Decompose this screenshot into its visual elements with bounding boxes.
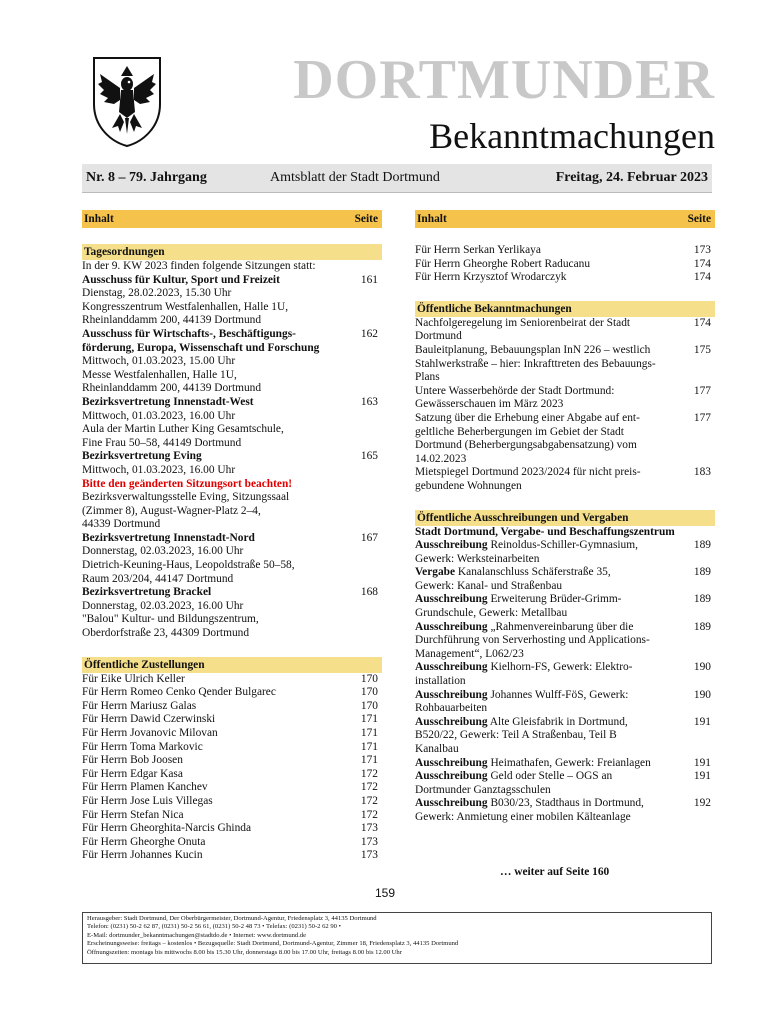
- toc-header-label: Inhalt: [417, 213, 447, 225]
- issue-number: Nr. 8 – 79. Jahrgang: [86, 170, 207, 185]
- toc-entry-text: Grundschule, Gewerk: Metallbau: [415, 607, 568, 620]
- toc-entry-text: Nachfolgeregelung im Seniorenbeirat der Stadt: [415, 316, 631, 329]
- toc-entry: [415, 675, 715, 689]
- toc-entry: [82, 613, 382, 627]
- bekanntmachungen-list: [415, 317, 715, 494]
- toc-entry: [82, 741, 382, 755]
- toc-entry: [415, 344, 715, 358]
- toc-entry-text: Gewerk: Kanal- und Straßenbau: [415, 579, 563, 592]
- toc-entry-text: [415, 621, 633, 633]
- toc-entry-page: 172: [360, 808, 378, 821]
- toc-entry-page: 165: [360, 450, 378, 463]
- toc-entry-text: Für Herrn Mariusz Galas: [82, 699, 197, 712]
- toc-entry: [415, 648, 715, 662]
- toc-entry: [82, 396, 382, 410]
- toc-entry-page: 174: [693, 257, 711, 270]
- ausschreibungen-list: [415, 539, 715, 824]
- imprint-line: Telefon: (0231) 50-2 62 87, (0231) 50-2 56 61, (0231) 50-2 48 73 • Telefax: (0231) 50-2 62 90 •: [87, 923, 341, 931]
- toc-entry-text: Fine Frau 50–58, 44149 Dortmund: [82, 436, 242, 449]
- toc-entry: [415, 634, 715, 648]
- toc-entry-page: 163: [360, 395, 378, 408]
- toc-entry: [415, 453, 715, 467]
- toc-entry: [82, 423, 382, 437]
- toc-entry: [415, 729, 715, 743]
- toc-entry-keyword: Ausschreibung: [415, 797, 488, 810]
- toc-entry: [415, 317, 715, 331]
- toc-entry-text: geltliche Beherbergungen im Gebiet der Stadt: [415, 425, 624, 438]
- toc-entry-keyword: Ausschreibung: [415, 593, 488, 606]
- toc-entry-text: Durchführung von Serverhosting und Applications-: [415, 634, 650, 647]
- toc-entry-page: 189: [693, 620, 711, 633]
- toc-entry-page: 172: [360, 781, 378, 794]
- section-heading: Öffentliche Ausschreibungen und Vergaben: [415, 510, 715, 526]
- toc-entry-text: 14.02.2023: [415, 452, 467, 465]
- toc-entry-text: Dortmunder Ganztagsschulen: [415, 783, 551, 796]
- toc-entry-text: Für Herrn Stefan Nica: [82, 808, 184, 821]
- toc-entry-title: Erweiterung Brüder-Grimm-: [487, 593, 622, 606]
- toc-entry: [415, 553, 715, 567]
- toc-entry-text: Für Herrn Gheorghe Robert Raducanu: [415, 257, 591, 270]
- toc-entry: [82, 505, 382, 519]
- toc-entry-text: installation: [415, 675, 466, 688]
- toc-entry-text: (Zimmer 8), August-Wagner-Platz 2–4,: [82, 504, 261, 517]
- dortmund-coat-of-arms-logo: [90, 52, 164, 148]
- toc-entry-text: Gewässerschauen im März 2023: [415, 398, 564, 411]
- issue-publication: Amtsblatt der Stadt Dortmund: [270, 170, 440, 185]
- toc-entry-page: 177: [693, 411, 711, 424]
- toc-entry-text: [415, 539, 638, 551]
- toc-entry: [82, 478, 382, 492]
- toc-entry: [82, 545, 382, 559]
- toc-entry-text: Für Herrn Gheorghita-Narcis Ghinda: [82, 822, 252, 835]
- toc-entry: [82, 464, 382, 478]
- toc-entry-page: 170: [360, 672, 378, 685]
- toc-entry-text: Rohbauarbeiten: [415, 702, 488, 715]
- toc-entry: [82, 768, 382, 782]
- toc-entry-text: förderung, Europa, Wissenschaft und Forschung: [82, 341, 320, 354]
- toc-entry-text: gebundene Wohnungen: [415, 479, 522, 492]
- toc-entry-page: 177: [693, 384, 711, 397]
- toc-entry-text: Donnerstag, 02.03.2023, 16.00 Uhr: [82, 599, 244, 612]
- toc-entry-text: Dortmund: [415, 330, 462, 343]
- toc-entry-text: Bitte den geänderten Sitzungsort beachten!: [82, 477, 293, 490]
- imprint-line: Öffnungszeiten: montags bis mittwochs 8.00 bis 15.30 Uhr, donnerstags 8.00 bis 17.00 Uhr, freitags 8.00 bis 12.00 Uhr: [87, 948, 402, 956]
- toc-entry-text: Dortmund (Beherbergungsabgabensatzung) vom: [415, 439, 637, 452]
- toc-entry: [415, 770, 715, 784]
- toc-entry-keyword: Vergabe: [415, 566, 456, 579]
- toc-entry: [415, 439, 715, 453]
- toc-entry: [415, 607, 715, 621]
- toc-entry: [82, 573, 382, 587]
- toc-entry-title: Geld oder Stelle – OGS an: [487, 770, 613, 783]
- toc-entry-text: Mittwoch, 01.03.2023, 16.00 Uhr: [82, 463, 236, 476]
- toc-entry: [415, 566, 715, 580]
- toc-entry-title: Heimathafen, Gewerk: Freianlagen: [487, 756, 651, 769]
- toc-left-column: [82, 210, 382, 863]
- toc-entry: [82, 809, 382, 823]
- toc-entry-title: Reinoldus-Schiller-Gymnasium,: [487, 539, 638, 552]
- toc-entry: [415, 371, 715, 385]
- imprint-box: [82, 912, 712, 964]
- toc-entry-text: Kanalbau: [415, 743, 459, 755]
- toc-entry-text: [415, 566, 611, 578]
- toc-entry: [415, 539, 715, 553]
- imprint-line: Herausgeber: Stadt Dortmund, Der Oberbürgermeister, Dortmund-Agentur, Friedensplatz 3, 44135 Dortmund: [87, 915, 377, 922]
- toc-entry-text: Management“, L062/23: [415, 647, 524, 660]
- toc-entry-page: 173: [360, 822, 378, 835]
- toc-entry-text: Mittwoch, 01.03.2023, 15.00 Uhr: [82, 355, 236, 368]
- continued-note: … weiter auf Seite 160: [500, 866, 610, 878]
- toc-entry: [82, 559, 382, 573]
- toc-entry: [415, 757, 715, 771]
- toc-entry: [415, 593, 715, 607]
- toc-entry: [82, 849, 382, 863]
- toc-entry: [82, 491, 382, 505]
- toc-entry-keyword: Ausschreibung: [415, 661, 488, 674]
- toc-entry: [82, 328, 382, 342]
- toc-entry: [82, 437, 382, 451]
- toc-entry-page: 168: [360, 586, 378, 599]
- toc-entry-page: 172: [360, 794, 378, 807]
- toc-entry-page: 171: [360, 740, 378, 753]
- toc-entry-text: Raum 203/204, 44147 Dortmund: [82, 572, 234, 585]
- toc-entry-page: 190: [693, 688, 711, 701]
- toc-entry: [415, 480, 715, 494]
- toc-entry-page: 189: [693, 566, 711, 579]
- toc-entry-text: [415, 757, 651, 769]
- toc-entry-page: 173: [360, 835, 378, 848]
- toc-entry-keyword: Ausschreibung: [415, 539, 488, 552]
- toc-entry: [415, 811, 715, 825]
- toc-entry: [415, 426, 715, 440]
- toc-entry-text: Plans: [415, 371, 440, 384]
- toc-entry-page: 172: [360, 767, 378, 780]
- toc-entry-text: Satzung über die Erhebung einer Abgabe auf ent-: [415, 411, 640, 424]
- toc-entry-text: Aula der Martin Luther King Gesamtschule,: [82, 423, 284, 436]
- masthead-subtitle: Bekanntmachungen: [429, 116, 715, 156]
- toc-entry: [82, 727, 382, 741]
- toc-entry-text: Dietrich-Keuning-Haus, Leopoldstraße 50–58,: [82, 559, 295, 572]
- section-subheading: Stadt Dortmund, Vergabe- und Beschaffungszentrum: [415, 525, 675, 538]
- toc-entry-text: Für Herrn Romeo Cenko Qender Bulgarec: [82, 686, 276, 699]
- toc-entry: [82, 355, 382, 369]
- toc-entry-keyword: Ausschreibung: [415, 688, 488, 701]
- toc-entry-text: [415, 593, 621, 605]
- toc-entry: [415, 398, 715, 412]
- toc-entry-page: 170: [360, 699, 378, 712]
- toc-entry-text: Für Herrn Jovanovic Milovan: [82, 727, 218, 739]
- toc-entry-text: [415, 797, 644, 809]
- toc-entry-title: Alte Gleisfabrik in Dortmund,: [487, 715, 628, 728]
- toc-entry: [415, 689, 715, 703]
- toc-entry-text: Dienstag, 28.02.2023, 15.30 Uhr: [82, 287, 232, 300]
- toc-entry-keyword: Ausschreibung: [415, 770, 488, 783]
- toc-entry: [415, 412, 715, 426]
- toc-entry: [82, 700, 382, 714]
- toc-entry: [82, 450, 382, 464]
- toc-entry: [415, 330, 715, 344]
- toc-entry-text: Mittwoch, 01.03.2023, 16.00 Uhr: [82, 409, 236, 422]
- toc-entry: [415, 784, 715, 798]
- toc-header-label: Inhalt: [84, 213, 114, 225]
- toc-entry-page: 191: [693, 770, 711, 783]
- toc-entry-text: Für Herrn Bob Joosen: [82, 754, 183, 767]
- toc-entry-text: 44339 Dortmund: [82, 518, 161, 531]
- toc-entry-title: „Rahmenvereinbarung über die: [487, 620, 634, 633]
- toc-entry-text: Ausschuss für Wirtschafts-, Beschäftigungs-: [82, 327, 296, 340]
- toc-entry: [82, 586, 382, 600]
- section-heading: Öffentliche Zustellungen: [82, 657, 382, 673]
- toc-header-page: Seite: [354, 213, 378, 225]
- toc-entry-keyword: Ausschreibung: [415, 715, 488, 728]
- toc-entry-page: 183: [693, 466, 711, 479]
- toc-entry: [82, 713, 382, 727]
- toc-entry-page: 190: [693, 661, 711, 674]
- toc-entry-text: Für Herrn Dawid Czerwinski: [82, 713, 216, 726]
- toc-entry-page: 189: [693, 539, 711, 552]
- toc-entry-text: Mietspiegel Dortmund 2023/2024 für nicht preis-: [415, 466, 641, 479]
- toc-entry-text: [415, 689, 628, 701]
- toc-entry: [82, 301, 382, 315]
- masthead-title: DORTMUNDER: [293, 49, 715, 111]
- toc-entry-text: Bezirksverwaltungsstelle Eving, Sitzungssaal: [82, 491, 290, 504]
- toc-entry-page: 173: [360, 849, 378, 862]
- toc-entry-page: 174: [693, 271, 711, 284]
- toc-entry: [82, 795, 382, 809]
- toc-entry-page: 191: [693, 715, 711, 728]
- toc-entry-text: Für Eike Ulrich Keller: [82, 672, 185, 685]
- toc-entry-text: B520/22, Gewerk: Teil A Straßenbau, Teil B: [415, 729, 617, 742]
- toc-entry-page: 189: [693, 593, 711, 606]
- toc-entry-text: Rheinlanddamm 200, 44139 Dortmund: [82, 382, 262, 395]
- toc-entry-text: Bezirksvertretung Innenstadt-Nord: [82, 531, 255, 544]
- section-heading: Öffentliche Bekanntmachungen: [415, 301, 715, 317]
- toc-entry-text: Oberdorfstraße 23, 44309 Dortmund: [82, 627, 250, 640]
- toc-entry-title: B030/23, Stadthaus in Dortmund,: [487, 797, 644, 810]
- toc-entry-text: Für Herrn Krzysztof Wrodarczyk: [415, 271, 567, 284]
- toc-entry-text: [415, 661, 632, 673]
- toc-entry: [82, 382, 382, 396]
- toc-entry: [82, 274, 382, 288]
- toc-entry-text: Kongresszentrum Westfalenhallen, Halle 1U,: [82, 300, 289, 313]
- toc-entry: [415, 580, 715, 594]
- toc-entry: [415, 797, 715, 811]
- toc-entry: [82, 600, 382, 614]
- toc-entry-title: Johannes Wulff-FöS, Gewerk:: [487, 688, 629, 701]
- toc-entry-title: Kanalanschluss Schäferstraße 35,: [455, 566, 611, 579]
- issue-bar: [82, 164, 712, 193]
- toc-entry: [82, 369, 382, 383]
- toc-entry: [82, 781, 382, 795]
- page-number: 159: [374, 886, 396, 900]
- toc-entry: [415, 466, 715, 480]
- toc-entry: [415, 244, 715, 258]
- section-heading: Tagesordnungen: [82, 244, 382, 260]
- toc-entry: [415, 271, 715, 285]
- toc-entry-text: Bezirksvertretung Innenstadt-West: [82, 395, 254, 408]
- toc-entry: [415, 358, 715, 372]
- toc-entry-keyword: Ausschreibung: [415, 756, 488, 769]
- toc-entry: [415, 661, 715, 675]
- toc-entry: [82, 836, 382, 850]
- toc-entry-text: Untere Wasserbehörde der Stadt Dortmund:: [415, 384, 615, 397]
- toc-entry-page: 171: [360, 754, 378, 767]
- toc-entry: [82, 673, 382, 687]
- zustellungen-list: [82, 673, 382, 863]
- toc-entry: [82, 518, 382, 532]
- toc-entry-text: Bezirksvertretung Eving: [82, 450, 202, 463]
- toc-entry-text: Rheinlanddamm 200, 44139 Dortmund: [82, 314, 262, 327]
- toc-entry-text: Bauleitplanung, Bebauungsplan InN 226 – westlich: [415, 343, 651, 356]
- toc-entry: [82, 822, 382, 836]
- toc-header: [415, 210, 715, 228]
- toc-header-page: Seite: [687, 213, 711, 225]
- toc-right-column: [415, 210, 715, 825]
- toc-entry: [82, 627, 382, 641]
- toc-entry: [415, 743, 715, 757]
- toc-entry-page: 191: [693, 756, 711, 769]
- toc-entry: [82, 410, 382, 424]
- toc-entry-page: 174: [693, 316, 711, 329]
- toc-entry-keyword: Ausschreibung: [415, 620, 488, 633]
- toc-entry-page: 162: [360, 327, 378, 340]
- tagesordnungen-list: [82, 274, 382, 641]
- toc-entry-text: Messe Westfalenhallen, Halle 1U,: [82, 368, 237, 381]
- toc-entry-page: 161: [360, 273, 378, 286]
- toc-entry: [415, 621, 715, 635]
- toc-entry: [415, 385, 715, 399]
- issue-date: Freitag, 24. Februar 2023: [555, 170, 708, 185]
- toc-entry-text: Für Herrn Plamen Kanchev: [82, 781, 208, 794]
- toc-entry-text: Für Herrn Gheorghe Onuta: [82, 835, 206, 848]
- toc-header: [82, 210, 382, 228]
- zustellungen-cont-list: [415, 244, 715, 285]
- toc-entry: [82, 342, 382, 356]
- toc-entry: [415, 716, 715, 730]
- toc-entry-page: 173: [693, 244, 711, 256]
- toc-entry-text: Für Herrn Toma Markovic: [82, 740, 203, 753]
- toc-entry-text: "Balou" Kultur- und Bildungszentrum,: [82, 613, 259, 626]
- toc-entry-page: 192: [693, 797, 711, 810]
- toc-entry-text: Gewerk: Anmietung einer mobilen Kälteanlage: [415, 810, 631, 823]
- toc-entry-page: 171: [360, 727, 378, 739]
- toc-entry-page: 167: [360, 531, 378, 544]
- toc-entry: [82, 532, 382, 546]
- toc-entry-text: Ausschuss für Kultur, Sport und Freizeit: [82, 273, 280, 286]
- toc-entry-text: Für Herrn Edgar Kasa: [82, 767, 183, 780]
- toc-entry: [415, 258, 715, 272]
- toc-entry-page: 170: [360, 686, 378, 699]
- toc-entry-text: [415, 716, 628, 728]
- toc-entry-text: Für Herrn Serkan Yerlikaya: [415, 244, 541, 256]
- toc-entry-text: Gewerk: Werksteinarbeiten: [415, 552, 540, 565]
- toc-entry: [82, 686, 382, 700]
- toc-entry-page: 171: [360, 713, 378, 726]
- toc-entry-text: Für Herrn Jose Luis Villegas: [82, 794, 213, 807]
- toc-entry: [82, 287, 382, 301]
- toc-entry: [415, 702, 715, 716]
- toc-entry-page: 175: [693, 343, 711, 356]
- toc-entry-text: Stahlwerkstraße – hier: Inkrafttreten des Bebauungs-: [415, 357, 656, 370]
- toc-entry-text: Für Herrn Johannes Kucin: [82, 849, 203, 862]
- imprint-line: Erscheinungsweise: freitags – kostenlos • Bezugsquelle: Stadt Dortmund, Dortmund-Agentur, Zimmer 18, Friedensplatz 3, 44135 Dortmund: [87, 940, 459, 948]
- imprint-line: E-Mail: dortmunder_bekanntmachungen@stadtdo.de • Internet: www.dortmund.de: [87, 931, 307, 939]
- toc-entry-text: Donnerstag, 02.03.2023, 16.00 Uhr: [82, 545, 244, 558]
- toc-entry-text: Bezirksvertretung Brackel: [82, 586, 212, 599]
- toc-entry-text: [415, 770, 612, 782]
- toc-entry: [82, 754, 382, 768]
- toc-intro: In der 9. KW 2023 finden folgende Sitzungen statt:: [82, 260, 316, 272]
- toc-entry: [82, 314, 382, 328]
- toc-entry-title: Kielhorn-FS, Gewerk: Elektro-: [487, 661, 633, 674]
